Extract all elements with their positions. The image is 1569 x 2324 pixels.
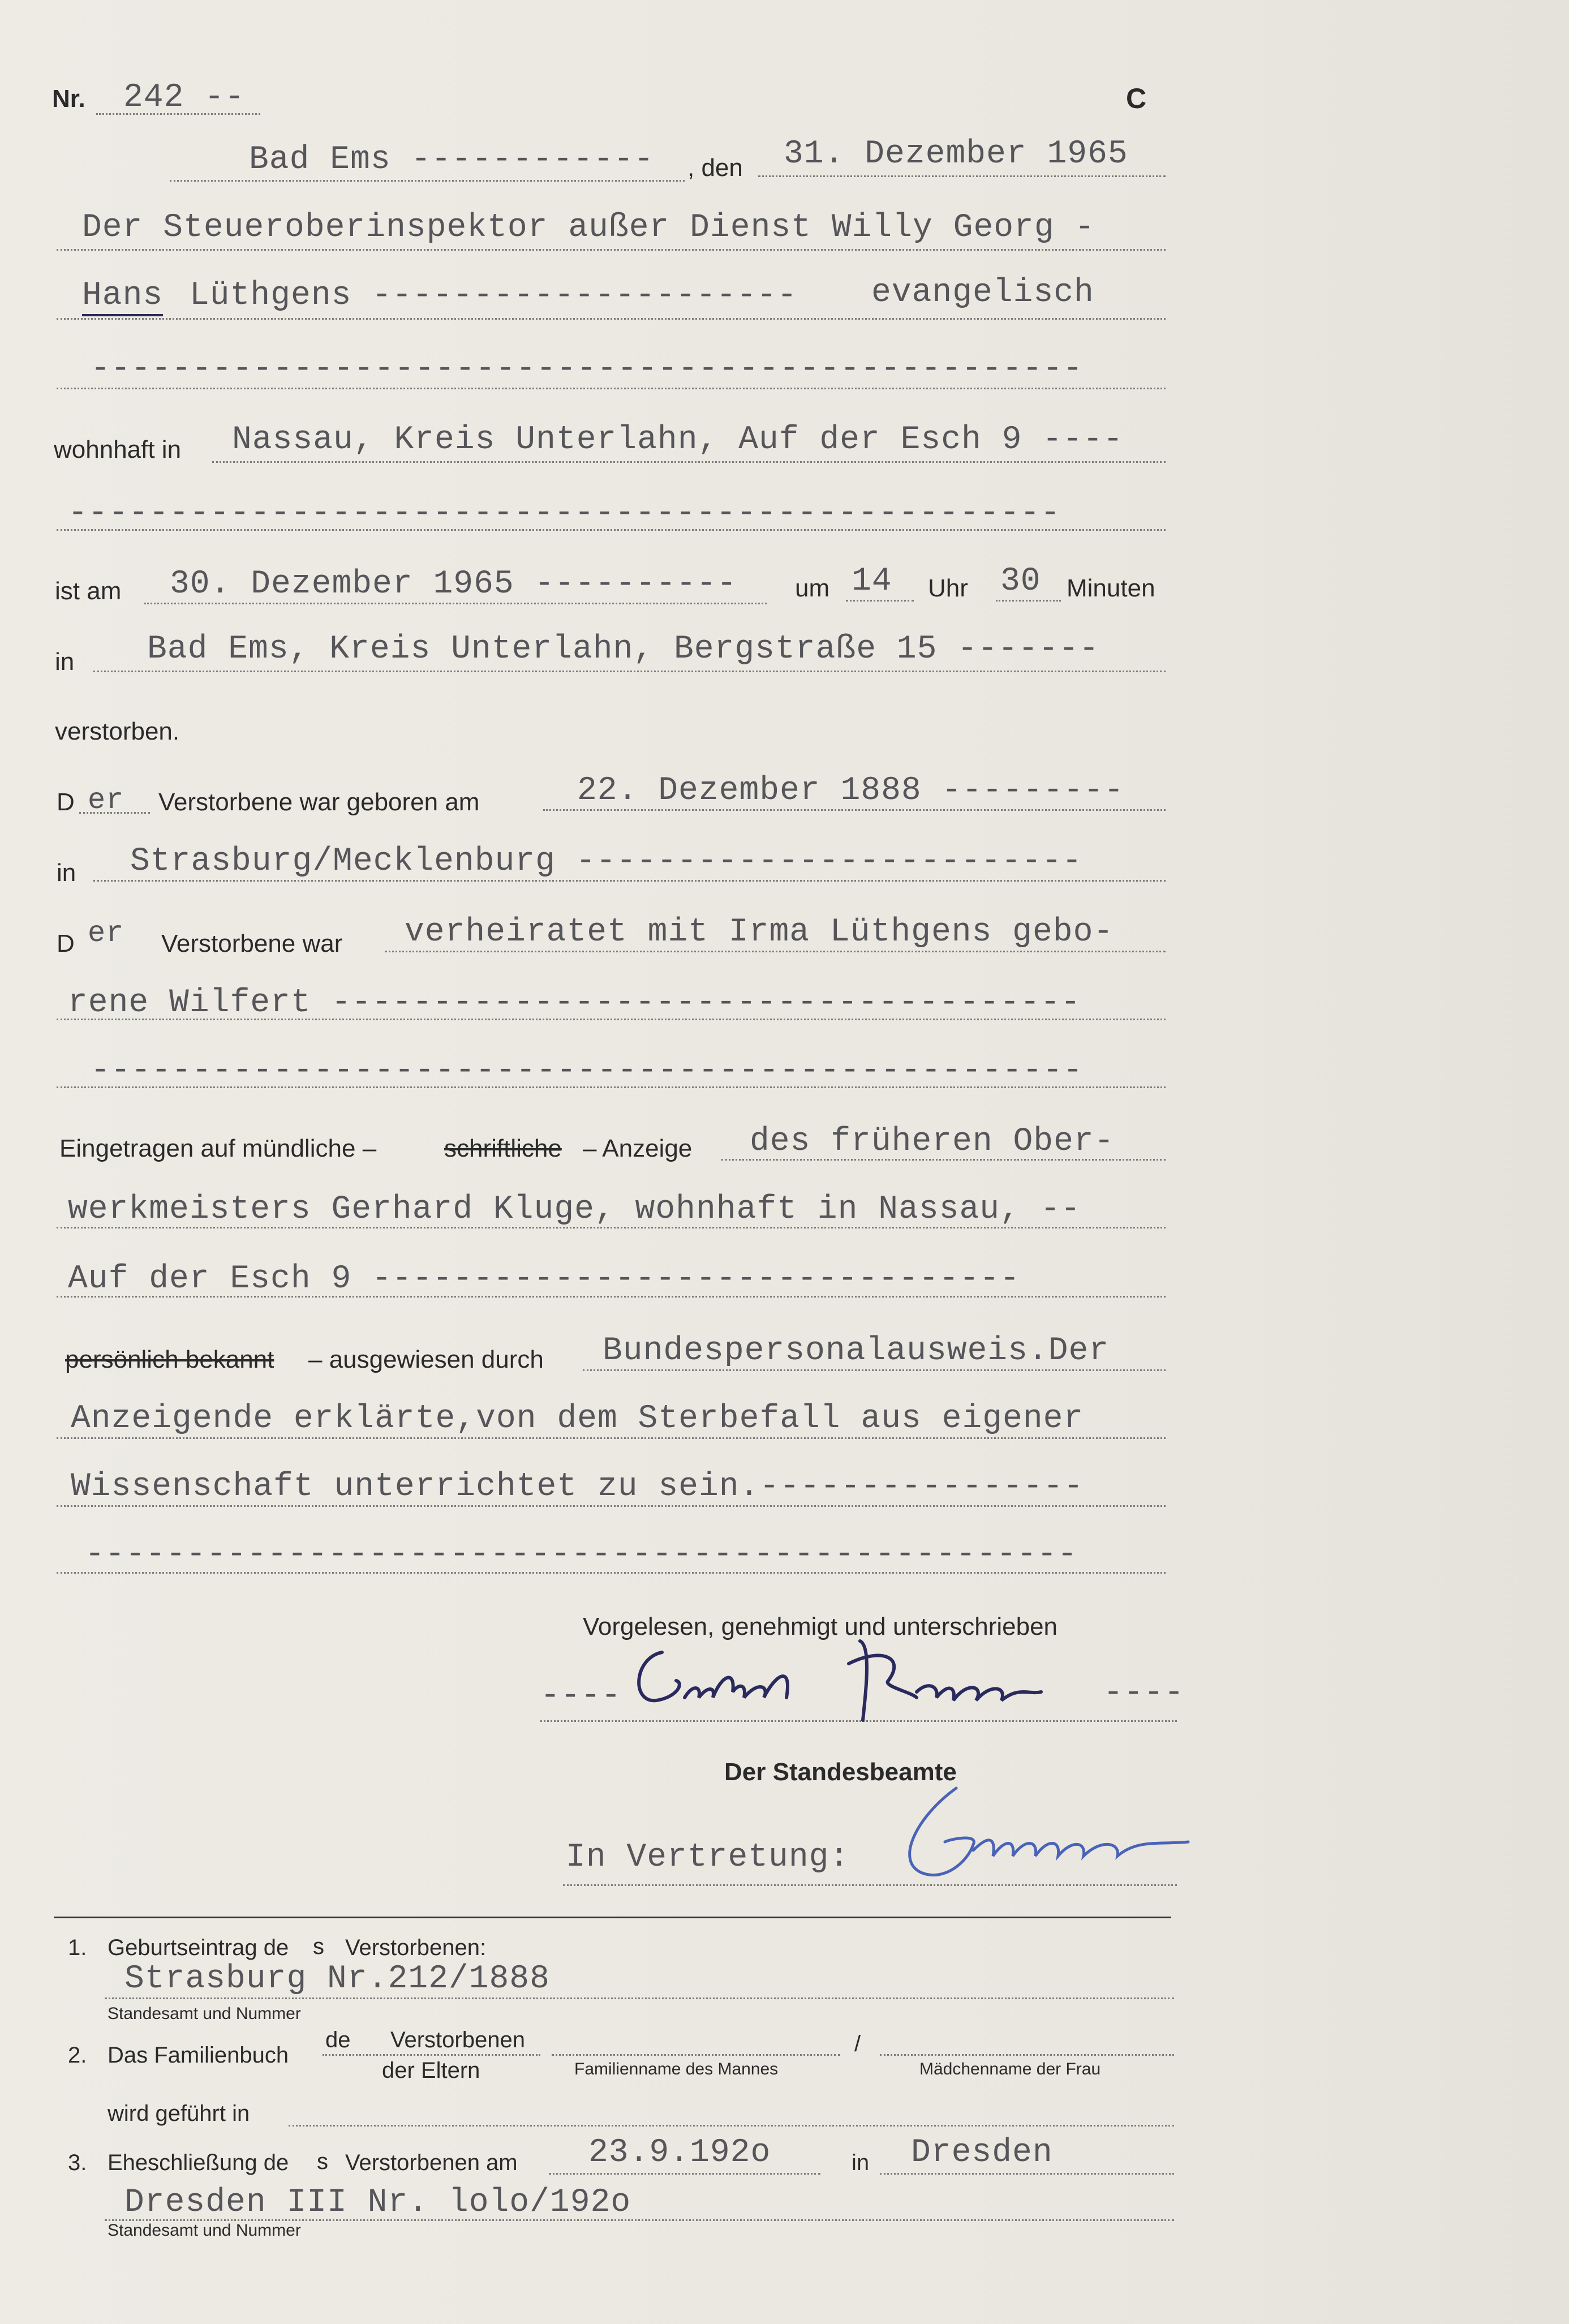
item2-slash: /	[854, 2031, 861, 2056]
birth-article: er	[88, 784, 124, 817]
item3-value: Dresden III Nr. lolo/192o	[124, 2184, 631, 2221]
item2-caption-mann: Familienname des Mannes	[574, 2060, 779, 2078]
item3-date: 23.9.192o	[588, 2134, 771, 2171]
deceased-line-3-rule	[57, 388, 1166, 389]
hour-rule	[846, 600, 914, 602]
item2-verstorbenen: Verstorbenen	[390, 2027, 525, 2052]
marital-label: Verstorbene war	[161, 930, 343, 957]
item3-place: Dresden	[911, 2134, 1053, 2171]
identification-line-2-rule	[57, 1437, 1166, 1439]
marital-line-1-rule	[385, 951, 1166, 952]
date-line	[758, 175, 1166, 177]
report-line-2-rule	[57, 1227, 1166, 1228]
informant-dashes-right: ----	[1103, 1675, 1185, 1712]
item1-rule	[105, 1997, 1174, 1999]
marital-line-3-rule	[57, 1086, 1166, 1088]
item2-number: 2.	[68, 2043, 87, 2068]
nr-value: 242 --	[123, 79, 245, 116]
marital-article: er	[88, 917, 124, 950]
item2-frau-rule	[880, 2054, 1174, 2056]
item1-number: 1.	[68, 1935, 87, 1960]
registry-place: Bad Ems ------------	[249, 141, 655, 178]
report-line-2: werkmeisters Gerhard Kluge, wohnhaft in Nassau, --	[68, 1191, 1081, 1228]
birth-place-label: in	[57, 859, 76, 887]
identification-line-4-rule	[57, 1572, 1166, 1574]
marital-line-1: verheiratet mit Irma Lüthgens gebo-	[405, 914, 1114, 951]
residence-line-2-rule	[57, 529, 1166, 531]
identification-line-1: Bundespersonalausweis.Der	[603, 1333, 1110, 1369]
report-line-3-rule	[57, 1296, 1166, 1298]
birth-d-label: D	[57, 788, 75, 816]
item3-suffix: s	[317, 2149, 328, 2174]
footer-separator	[54, 1917, 1171, 1918]
identification-line-2: Anzeigende erklärte,von dem Sterbefall aus eigener	[71, 1401, 1084, 1437]
identification-label-struck: persönlich bekannt	[65, 1346, 274, 1373]
report-label-struck: schriftliche	[444, 1135, 562, 1162]
item2-label: Das Familienbuch	[108, 2043, 289, 2068]
place-line	[170, 180, 685, 182]
deceased-line-3: -------------------------------------------------	[91, 351, 1084, 388]
item2-de-rule	[323, 2054, 540, 2056]
death-date-rule	[144, 603, 767, 604]
birth-date: 22. Dezember 1888 ---------	[577, 772, 1124, 809]
birth-place-rule	[93, 880, 1166, 882]
deceased-line-2-rule	[57, 318, 1166, 320]
den-label: , den	[687, 154, 743, 182]
report-line-3: Auf der Esch 9 --------------------------------	[68, 1261, 1020, 1298]
bleed-through-text	[1216, 68, 1533, 917]
report-line-1: des früheren Ober-	[750, 1123, 1115, 1160]
residence-line-2: -------------------------------------------------	[68, 495, 1061, 532]
residence-label: wohnhaft in	[54, 436, 182, 463]
official-signature	[883, 1777, 1200, 1890]
item2-eltern: der Eltern	[382, 2058, 480, 2083]
uhr-label: Uhr	[928, 574, 968, 602]
deceased-religion: evangelisch	[871, 274, 1094, 311]
death-date: 30. Dezember 1965 ----------	[170, 566, 737, 603]
report-label-b: – Anzeige	[583, 1135, 693, 1162]
marital-d-label: D	[57, 930, 75, 957]
corner-letter: C	[1126, 83, 1147, 114]
report-line-1-rule	[721, 1159, 1166, 1161]
deceased-line-1: Der Steueroberinspektor außer Dienst Willy Georg -	[82, 209, 1095, 246]
vorgelesen-note: Vorgelesen, genehmigt und unterschrieben	[583, 1613, 1058, 1640]
death-minutes: 30	[1000, 563, 1041, 600]
item1-caption: Standesamt und Nummer	[108, 2004, 301, 2023]
item2-de: de	[325, 2027, 351, 2052]
birth-date-rule	[543, 809, 1166, 811]
item2-wird-rule	[289, 2125, 1174, 2127]
residence-rule	[212, 461, 1166, 463]
identification-label: – ausgewiesen durch	[308, 1346, 544, 1373]
minutes-rule	[996, 600, 1061, 602]
item3-in: in	[852, 2150, 870, 2175]
deceased-line-1-rule	[57, 249, 1166, 251]
birth-label: Verstorbene war geboren am	[158, 788, 480, 816]
um-label: um	[795, 574, 830, 602]
item3-label-2: Verstorbenen am	[345, 2150, 518, 2175]
item3-place-rule	[880, 2173, 1174, 2175]
marital-line-2-rule	[57, 1019, 1166, 1020]
official-title: Der Standesbeamte	[724, 1758, 957, 1786]
identification-line-3: Wissenschaft unterrichtet zu sein.----------------	[71, 1468, 1084, 1505]
verstorben-label: verstorben.	[55, 718, 180, 745]
death-place: Bad Ems, Kreis Unterlahn, Bergstraße 15 -------	[147, 631, 1099, 668]
marital-line-2: rene Wilfert -------------------------------------	[68, 985, 1081, 1021]
identification-line-1-rule	[583, 1369, 1166, 1371]
item2-caption-frau: Mädchenname der Frau	[919, 2060, 1101, 2078]
informant-signature	[622, 1630, 1098, 1726]
item2-wird-label: wird geführt in	[108, 2101, 250, 2126]
item1-suffix: s	[313, 1934, 324, 1959]
death-hour: 14	[852, 563, 892, 600]
nr-line	[96, 113, 260, 115]
in-vertretung-label: In Vertretung:	[566, 1839, 850, 1876]
death-date-label: ist am	[55, 577, 122, 605]
identification-line-3-rule	[57, 1505, 1166, 1507]
item3-number: 3.	[68, 2150, 87, 2175]
birth-place: Strasburg/Mecklenburg -------------------------	[130, 843, 1082, 880]
birth-article-rule	[79, 812, 150, 814]
item1-value: Strasburg Nr.212/1888	[124, 1961, 550, 1997]
item3-caption: Standesamt und Nummer	[108, 2221, 301, 2240]
death-place-rule	[93, 671, 1166, 672]
deceased-first-name: Hans	[82, 277, 163, 316]
report-label-a: Eingetragen auf mündliche –	[59, 1135, 377, 1162]
registry-date: 31. Dezember 1965	[784, 136, 1128, 173]
identification-line-4: -------------------------------------------------	[85, 1536, 1078, 1573]
minuten-label: Minuten	[1067, 574, 1155, 602]
marital-line-3: -------------------------------------------------	[91, 1053, 1084, 1089]
item3-date-rule	[549, 2173, 820, 2175]
informant-dashes-left: ----	[540, 1678, 622, 1715]
item3-label: Eheschließung de	[108, 2150, 289, 2175]
item1-label: Geburtseintrag de	[108, 1935, 289, 1960]
death-place-label: in	[55, 648, 75, 676]
deceased-surname: Lüthgens ---------------------	[190, 277, 798, 314]
residence-value: Nassau, Kreis Unterlahn, Auf der Esch 9 ----	[232, 422, 1124, 458]
nr-label: Nr.	[52, 85, 85, 113]
item1-label-2: Verstorbenen:	[345, 1935, 487, 1960]
item2-mann-rule	[552, 2054, 840, 2056]
